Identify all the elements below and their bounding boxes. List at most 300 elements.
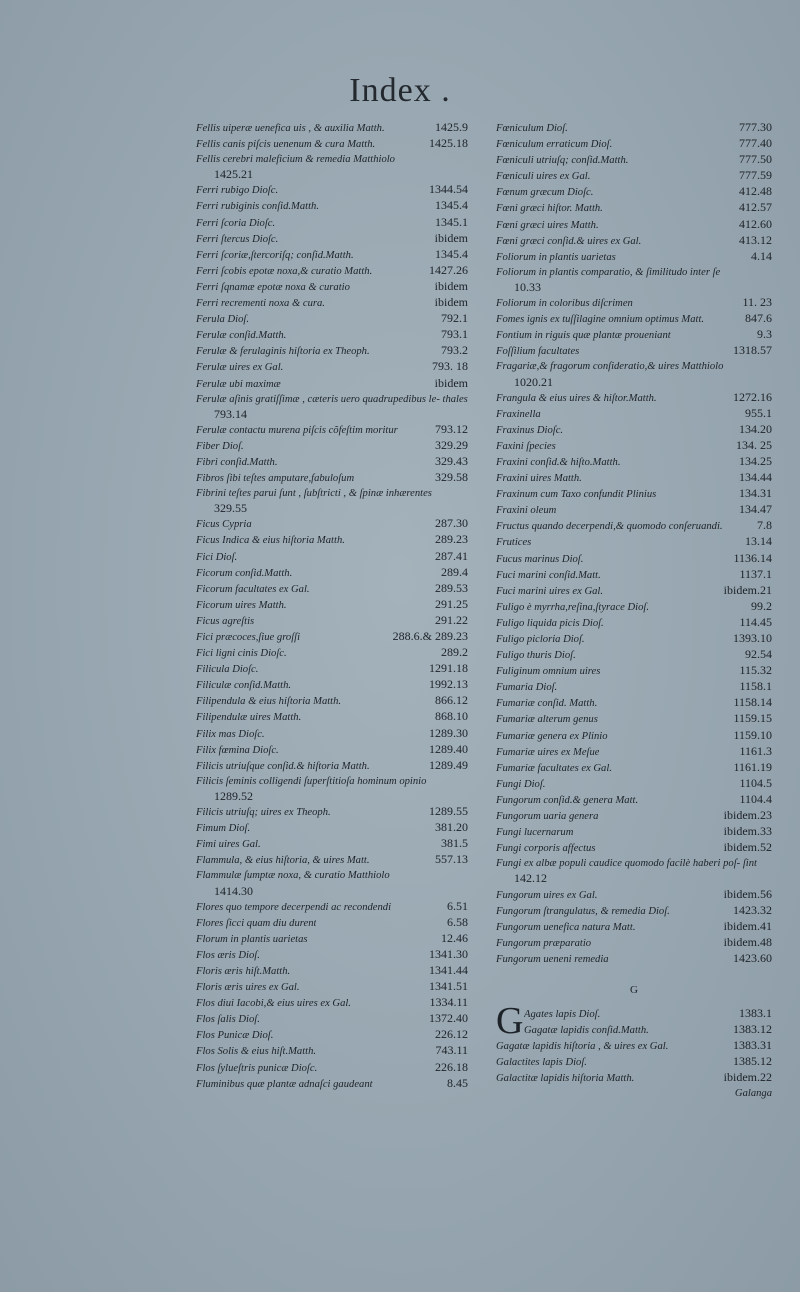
index-entry <box>496 567 772 583</box>
index-entry <box>196 376 468 392</box>
entry-term: Ficorum uires Matth. <box>196 599 287 611</box>
entry-page-ref: 329.55 <box>214 501 247 516</box>
index-entry <box>496 217 772 233</box>
entry-term: Fungorum uires ex Gal. <box>496 889 598 901</box>
entry-term: Ficorum facultates ex Gal. <box>196 583 310 595</box>
entry-term: Fucus marinus Dioſ. <box>496 553 584 565</box>
index-entry <box>496 265 772 295</box>
entry-page-ref: 1425.9 <box>435 120 468 134</box>
index-entry <box>496 200 772 216</box>
entry-term: Filicis ſeminis colligendi ſuperſtitioſa hominum opinio <box>196 775 427 787</box>
index-entry <box>196 1060 468 1076</box>
index-entry <box>196 311 468 327</box>
index-entry <box>196 516 468 532</box>
entry-page-ref: 6.58 <box>447 914 468 929</box>
entry-term: Filix fœmina Dioſc. <box>196 744 279 756</box>
index-entry <box>196 1043 468 1059</box>
entry-term: Ferri ſqnamæ epotæ noxa & curatio <box>196 281 350 293</box>
entry-page-ref: 142.12 <box>514 871 547 886</box>
entry-term: Fraxini conſid.& hiſto.Matth. <box>496 456 621 468</box>
index-entry <box>496 728 772 744</box>
index-entry <box>496 295 772 311</box>
entry-page-ref: 1345.1 <box>435 214 468 229</box>
index-entry <box>196 820 468 836</box>
index-entry <box>196 581 468 597</box>
entry-term: Faxini ſpecies <box>496 440 556 452</box>
index-column-left <box>196 120 468 1092</box>
entry-page-ref: ibidem.22 <box>723 1070 772 1085</box>
index-entry <box>496 438 772 454</box>
entry-page-ref: 381.20 <box>435 820 468 835</box>
entry-page-ref: 288.6.& 289.23 <box>392 629 468 643</box>
entry-term: Fuligo thuris Dioſ. <box>496 650 576 662</box>
entry-term: Ferulæ contactu murena piſcis cõfeſtim moritur <box>196 424 398 436</box>
index-entry <box>196 726 468 742</box>
index-entry <box>496 599 772 615</box>
entry-term: Fumariæ uires ex Meſue <box>496 746 600 758</box>
index-entry <box>196 597 468 613</box>
entry-term: Filix mas Dioſc. <box>196 728 265 740</box>
index-entry <box>524 1022 772 1038</box>
index-entry <box>496 534 772 550</box>
entry-page-ref: 777.40 <box>739 136 772 151</box>
entry-page-ref: 1334.11 <box>429 995 468 1010</box>
entry-term: Ferula Dioſ. <box>196 314 249 326</box>
entry-term: Floris æris hiſt.Matth. <box>196 965 291 977</box>
entry-term: Florum in plantis uarietas <box>196 933 308 945</box>
index-entry <box>496 919 772 935</box>
entry-term: Ferulæ conſid.Matth. <box>196 330 287 342</box>
entry-term: Fungorum ſtrangulatus, & remedia Dioſ. <box>496 905 670 917</box>
entry-term: Frutices <box>496 537 532 549</box>
entry-page-ref: 1159.10 <box>733 727 772 742</box>
entry-page-ref: 793.14 <box>214 406 247 421</box>
index-entry <box>196 359 468 375</box>
index-entry <box>496 711 772 727</box>
index-entry <box>196 709 468 725</box>
entry-page-ref: 1425.18 <box>429 136 468 151</box>
index-entry <box>496 824 772 840</box>
entry-term: Foliorum in plantis comparatio, & ſimilitudo inter ſe <box>496 266 721 278</box>
index-entry <box>196 979 468 995</box>
entry-page-ref: ibidem <box>434 230 468 245</box>
entry-term: Fici ligni cinis Dioſc. <box>196 648 287 660</box>
entry-page-ref: 1318.57 <box>733 343 772 358</box>
entry-page-ref: 1289.30 <box>429 725 468 740</box>
index-entry <box>496 840 772 856</box>
entry-term: Fici Dioſ. <box>196 551 238 563</box>
index-entry <box>196 470 468 486</box>
index-entry <box>196 392 468 422</box>
entry-term: Ferri ſcoria Dioſc. <box>196 217 276 229</box>
entry-term: Fungorum uaria genera <box>496 811 599 823</box>
index-entry <box>496 486 772 502</box>
index-entry <box>196 963 468 979</box>
entry-term: Fibri conſid.Matth. <box>196 456 278 468</box>
entry-page-ref: 1137.1 <box>739 566 772 581</box>
entry-page-ref: 134.31 <box>739 486 772 501</box>
index-entry <box>496 583 772 599</box>
entry-page-ref: 793.2 <box>441 343 468 358</box>
entry-term: Fuliginum omnium uires <box>496 666 601 678</box>
entry-page-ref: 1992.13 <box>429 677 468 692</box>
entry-page-ref: 777.30 <box>739 120 772 134</box>
index-entry <box>496 359 772 389</box>
entry-term: Fungi lucernarum <box>496 827 574 839</box>
entry-page-ref: 1341.51 <box>429 979 468 994</box>
index-entry <box>496 935 772 951</box>
entry-page-ref: 1104.4 <box>739 791 772 806</box>
entry-page-ref: 9.3 <box>757 327 772 342</box>
index-entry <box>196 120 468 136</box>
index-entry <box>196 629 468 645</box>
index-entry <box>196 549 468 565</box>
index-entry <box>496 502 772 518</box>
entry-term: Gagatæ lapidis conſid.Matth. <box>524 1025 649 1037</box>
index-entry <box>496 1054 772 1070</box>
entry-page-ref: 134. 25 <box>736 437 772 452</box>
entry-term: Fœni græci uires Matth. <box>496 219 599 231</box>
entry-page-ref: 1423.32 <box>733 902 772 917</box>
entry-page-ref: 1414.30 <box>214 883 253 898</box>
entry-term: Fungorum uenefica natura Matt. <box>496 921 636 933</box>
index-entry <box>496 390 772 406</box>
entry-page-ref: 8.45 <box>447 1075 468 1090</box>
index-entry <box>496 615 772 631</box>
index-entry <box>196 295 468 311</box>
entry-page-ref: 1393.10 <box>733 631 772 645</box>
index-entry <box>196 758 468 774</box>
entry-page-ref: 793.12 <box>435 421 468 436</box>
index-entry <box>196 995 468 1011</box>
index-entry <box>496 887 772 903</box>
entry-page-ref: 287.41 <box>435 548 468 563</box>
entry-term: Fumariæ genera ex Plinio <box>496 730 608 742</box>
index-entry <box>196 422 468 438</box>
entry-page-ref: 1345.4 <box>435 246 468 261</box>
index-entry <box>196 565 468 581</box>
index-entry <box>196 931 468 947</box>
entry-term: Floris æris uires ex Gal. <box>196 982 300 994</box>
entry-page-ref: 1289.55 <box>429 804 468 819</box>
index-column-right <box>496 120 772 1101</box>
entry-term: Fimum Dioſ. <box>196 823 251 835</box>
entry-page-ref: 289.4 <box>441 564 468 579</box>
entry-term: Fumariæ facultates ex Gal. <box>496 762 612 774</box>
entry-page-ref: ibidem.52 <box>723 840 772 855</box>
entry-page-ref: 412.60 <box>739 216 772 231</box>
entry-page-ref: 777.59 <box>739 168 772 183</box>
entry-page-ref: 13.14 <box>745 534 772 549</box>
index-entry <box>496 120 772 136</box>
entry-term: Fungi Dioſ. <box>496 778 546 790</box>
g-section <box>496 999 772 1086</box>
entry-term: Filicis utriuſq; uires ex Theoph. <box>196 807 331 819</box>
index-entry <box>496 679 772 695</box>
entry-term: Fungorum conſid.& genera Matt. <box>496 794 639 806</box>
entry-page-ref: 11. 23 <box>742 295 772 310</box>
index-entry <box>196 263 468 279</box>
entry-page-ref: 1136.14 <box>733 550 772 565</box>
index-entry <box>196 182 468 198</box>
entry-term: Ferri ſtercus Dioſc. <box>196 233 279 245</box>
entry-page-ref: 10.33 <box>514 279 541 294</box>
entry-page-ref: 6.51 <box>447 898 468 913</box>
index-entry <box>496 249 772 265</box>
index-entry <box>496 518 772 534</box>
index-entry <box>496 311 772 327</box>
index-entry <box>496 136 772 152</box>
entry-term: Ferri rubiginis conſid.Matth. <box>196 201 320 213</box>
page-title: Index . <box>349 72 451 109</box>
entry-page-ref: 866.12 <box>435 693 468 708</box>
entry-term: Fellis canis piſcis uenenum & cura Matth. <box>196 139 376 151</box>
entry-term: Fiber Dioſ. <box>196 440 244 452</box>
entry-page-ref: 12.46 <box>441 930 468 945</box>
entry-page-ref: 1427.26 <box>429 262 468 277</box>
entry-page-ref: 99.2 <box>751 598 772 613</box>
entry-term: Fœniculi utriuſq; conſid.Matth. <box>496 155 629 167</box>
entry-term: Fraxinella <box>496 408 541 420</box>
index-entry <box>496 551 772 567</box>
entry-term: Fungi ex albæ populi caudice quomodo facilè haberi poſ- ſint <box>496 858 757 870</box>
entry-term: Filicula Dioſc. <box>196 664 259 676</box>
entry-term: Ferri recrementi noxa & cura. <box>196 298 325 310</box>
entry-page-ref: 1344.54 <box>429 182 468 197</box>
entry-term: Flos Punicæ Dioſ. <box>196 1030 274 1042</box>
index-entry <box>196 231 468 247</box>
entry-page-ref: 329.29 <box>435 437 468 452</box>
index-entry <box>196 915 468 931</box>
index-entry <box>196 486 468 516</box>
entry-page-ref: 291.25 <box>435 596 468 611</box>
index-entry <box>196 1076 468 1092</box>
entry-page-ref: 115.32 <box>739 663 772 678</box>
entry-page-ref: 289.2 <box>441 645 468 660</box>
entry-page-ref: 1345.4 <box>435 198 468 213</box>
index-entry <box>496 168 772 184</box>
index-entry <box>196 1027 468 1043</box>
entry-term: Flos æris Dioſ. <box>196 949 260 961</box>
entry-term: Fungorum ueneni remedia <box>496 953 609 965</box>
entry-term: Ferulæ & ferulaginis hiſtoria ex Theoph. <box>196 346 370 358</box>
index-entry <box>496 327 772 343</box>
entry-page-ref: 1161.3 <box>739 743 772 758</box>
entry-term: Flores quo tempore decerpendi ac recondendi <box>196 901 392 913</box>
index-entry <box>496 152 772 168</box>
index-entry <box>196 836 468 852</box>
index-entry <box>196 645 468 661</box>
entry-page-ref: 1385.12 <box>733 1054 772 1069</box>
entry-page-ref: 92.54 <box>745 647 772 662</box>
index-entry <box>196 1011 468 1027</box>
entry-page-ref: 792.1 <box>441 311 468 326</box>
entry-term: Flos ſylueſtris punicæ Dioſc. <box>196 1062 318 1074</box>
entry-page-ref: ibidem.33 <box>723 824 772 839</box>
entry-term: Fontium in riguis quæ plantæ proueniant <box>496 330 671 342</box>
index-entry <box>496 1070 772 1086</box>
entry-term: Fuligo picloria Dioſ. <box>496 634 585 645</box>
index-entry <box>196 899 468 915</box>
entry-term: Fungorum præparatio <box>496 937 592 949</box>
index-entry <box>196 661 468 677</box>
entry-term: Fœni græci hiſtor. Matth. <box>496 203 603 215</box>
index-entry <box>196 327 468 343</box>
index-entry <box>496 631 772 647</box>
entry-term: Ferulæ ubi maximæ <box>196 378 281 390</box>
entry-term: Ferri rubigo Dioſc. <box>196 185 279 197</box>
entry-term: Ferri ſcoriæ,ſtercoriſq; conſid.Matth. <box>196 249 354 261</box>
index-entry <box>496 647 772 663</box>
entry-term: Foſſilium facultates <box>496 346 580 358</box>
entry-page-ref: 1383.12 <box>733 1022 772 1037</box>
entry-page-ref: 847.6 <box>745 311 772 326</box>
entry-page-ref: 1161.19 <box>733 759 772 774</box>
entry-term: Flammula, & eius hiſtoria, & uires Matt. <box>196 855 370 867</box>
entry-page-ref: 381.5 <box>441 836 468 851</box>
entry-page-ref: 1383.31 <box>733 1038 772 1053</box>
entry-term: Fœniculum erraticum Dioſ. <box>496 139 613 151</box>
entry-term: Fructus quando decerpendi,& quomodo conſeruandi. <box>496 521 723 533</box>
entry-term: Fomes ignis ex tuſſilagine omnium optimus Matt. <box>496 314 705 326</box>
entry-page-ref: 291.22 <box>435 612 468 627</box>
entry-page-ref: 1159.15 <box>733 711 772 726</box>
entry-term: Filipendula & eius hiſtoria Matth. <box>196 696 342 708</box>
index-entry <box>196 215 468 231</box>
index-entry <box>196 852 468 868</box>
entry-page-ref: ibidem <box>434 295 468 310</box>
index-entry <box>496 454 772 470</box>
entry-page-ref: 868.10 <box>435 709 468 724</box>
index-entry <box>496 760 772 776</box>
entry-page-ref: 226.12 <box>435 1027 468 1042</box>
entry-term: Foliorum in coloribus diſcrimen <box>496 298 633 310</box>
index-entry <box>196 774 468 804</box>
index-entry <box>196 613 468 629</box>
entry-page-ref: 329.58 <box>435 470 468 485</box>
dropcap-group <box>496 999 772 1042</box>
index-entry <box>496 695 772 711</box>
index-entry <box>196 742 468 758</box>
index-entry <box>496 744 772 760</box>
entry-page-ref: 226.18 <box>435 1059 468 1074</box>
entry-page-ref: 1158.1 <box>739 679 772 694</box>
entry-term: Fœniculi uires ex Gal. <box>496 171 591 183</box>
entry-term: Fluminibus quæ plantæ adnaſci gaudeant <box>196 1078 373 1090</box>
entry-page-ref: 1020.21 <box>514 374 553 389</box>
entry-term: Gagatæ lapidis hiſtoria , & uires ex Gal. <box>496 1041 669 1053</box>
index-entry <box>196 677 468 693</box>
entry-page-ref: ibidem <box>434 278 468 293</box>
entry-term: Fibrini teſtes parui ſunt , ſubſtricti , & ſpinæ inhærentes <box>196 488 432 500</box>
entry-term: Fuligo liquida picis Dioſ. <box>496 617 604 629</box>
entry-term: Fumariæ conſid. Matth. <box>496 698 598 710</box>
index-entry <box>196 279 468 295</box>
entry-term: Fellis cerebri maleficium & remedia Matthiolo <box>196 154 395 166</box>
entry-term: Fibros ſibi teſtes amputare,fabuloſum <box>196 473 355 485</box>
entry-page-ref: 1289.40 <box>429 741 468 756</box>
entry-term: Ficus agreſtis <box>196 615 255 627</box>
index-entry <box>524 1006 772 1022</box>
index-entry <box>496 343 772 359</box>
index-entry <box>196 804 468 820</box>
entry-page-ref: 1341.44 <box>429 962 468 977</box>
index-entry <box>496 776 772 792</box>
entry-page-ref: 134.25 <box>739 453 772 468</box>
entry-page-ref: 114.45 <box>739 614 772 629</box>
entry-page-ref: 1158.14 <box>733 695 772 710</box>
entry-term: Ferulæ uires ex Gal. <box>196 362 284 374</box>
entry-term: Agates lapis Dioſ. <box>524 1008 601 1020</box>
index-entry <box>196 438 468 454</box>
catchword: Galanga <box>734 1088 772 1100</box>
entry-term: Ferulæ aſinis gratiſſimæ , cæteris uero quadrupedibus le- thales <box>196 393 468 405</box>
entry-term: Fellis uiperæ uenefica uis , & auxilia Matth. <box>196 123 385 134</box>
index-entry <box>496 903 772 919</box>
entry-term: Fraxini oleum <box>496 505 557 517</box>
section-letter-g: G <box>630 983 638 996</box>
entry-term: Ferri ſcobis epotæ noxa,& curatio Matth. <box>196 265 373 277</box>
entry-term: Fumaria Dioſ. <box>496 682 558 694</box>
entry-term: Flos ſalis Dioſ. <box>196 1014 260 1026</box>
index-entry <box>496 663 772 679</box>
entry-term: Fœniculum Dioſ. <box>496 123 568 134</box>
entry-term: Fuligo è myrrha,reſina,ſtyrace Dioſ. <box>496 601 649 613</box>
index-entry <box>496 1038 772 1054</box>
entry-page-ref: 1104.5 <box>739 775 772 790</box>
entry-page-ref: 4.14 <box>751 248 772 263</box>
entry-term: Filipendulæ uires Matth. <box>196 712 302 724</box>
entry-page-ref: 1289.49 <box>429 757 468 772</box>
entry-term: Fraxinus Dioſc. <box>496 424 564 436</box>
entry-term: Flores ſicci quam diu durent <box>196 917 317 929</box>
index-entry <box>496 792 772 808</box>
entry-term: Fimi uires Gal. <box>196 839 261 851</box>
entry-term: Fuci marini conſid.Matt. <box>496 569 601 581</box>
entry-term: Fici præcoces,ſiue groſſi <box>196 632 301 643</box>
entry-term: Fœni græci conſid.& uires ex Gal. <box>496 235 642 247</box>
entry-page-ref: 287.30 <box>435 516 468 531</box>
dropcap-letter: G <box>496 999 524 1042</box>
entry-page-ref: 793.1 <box>441 327 468 342</box>
entry-term: Frangula & eius uires & hiſtor.Matth. <box>496 392 657 404</box>
entry-page-ref: 777.50 <box>739 152 772 167</box>
index-entry <box>496 406 772 422</box>
right-entries <box>496 120 772 967</box>
entry-page-ref: ibidem.41 <box>723 918 772 933</box>
entry-page-ref: 793. 18 <box>432 359 468 374</box>
entry-page-ref: 134.47 <box>739 502 772 517</box>
entry-page-ref: 1425.21 <box>214 167 253 182</box>
index-entry <box>196 136 468 152</box>
entry-term: Filiculæ conſid.Matth. <box>196 680 292 692</box>
entry-term: Galactitæ lapidis hiſtoria Matth. <box>496 1073 635 1085</box>
index-entry <box>496 422 772 438</box>
index-entry <box>196 532 468 548</box>
entry-term: Ficus Indica & eius hiſtoria Matth. <box>196 535 345 547</box>
entry-page-ref: ibidem <box>434 375 468 390</box>
entry-page-ref: 413.12 <box>739 232 772 247</box>
entry-page-ref: 743.11 <box>435 1043 468 1058</box>
entry-page-ref: 412.48 <box>739 184 772 199</box>
entry-term: Foliorum in plantis uarietas <box>496 251 616 263</box>
entry-term: Galactites lapis Dioſ. <box>496 1057 587 1069</box>
index-entry <box>196 198 468 214</box>
entry-page-ref: 412.57 <box>739 200 772 215</box>
index-entry <box>496 951 772 967</box>
index-entry <box>196 693 468 709</box>
entry-page-ref: ibidem.21 <box>723 582 772 597</box>
